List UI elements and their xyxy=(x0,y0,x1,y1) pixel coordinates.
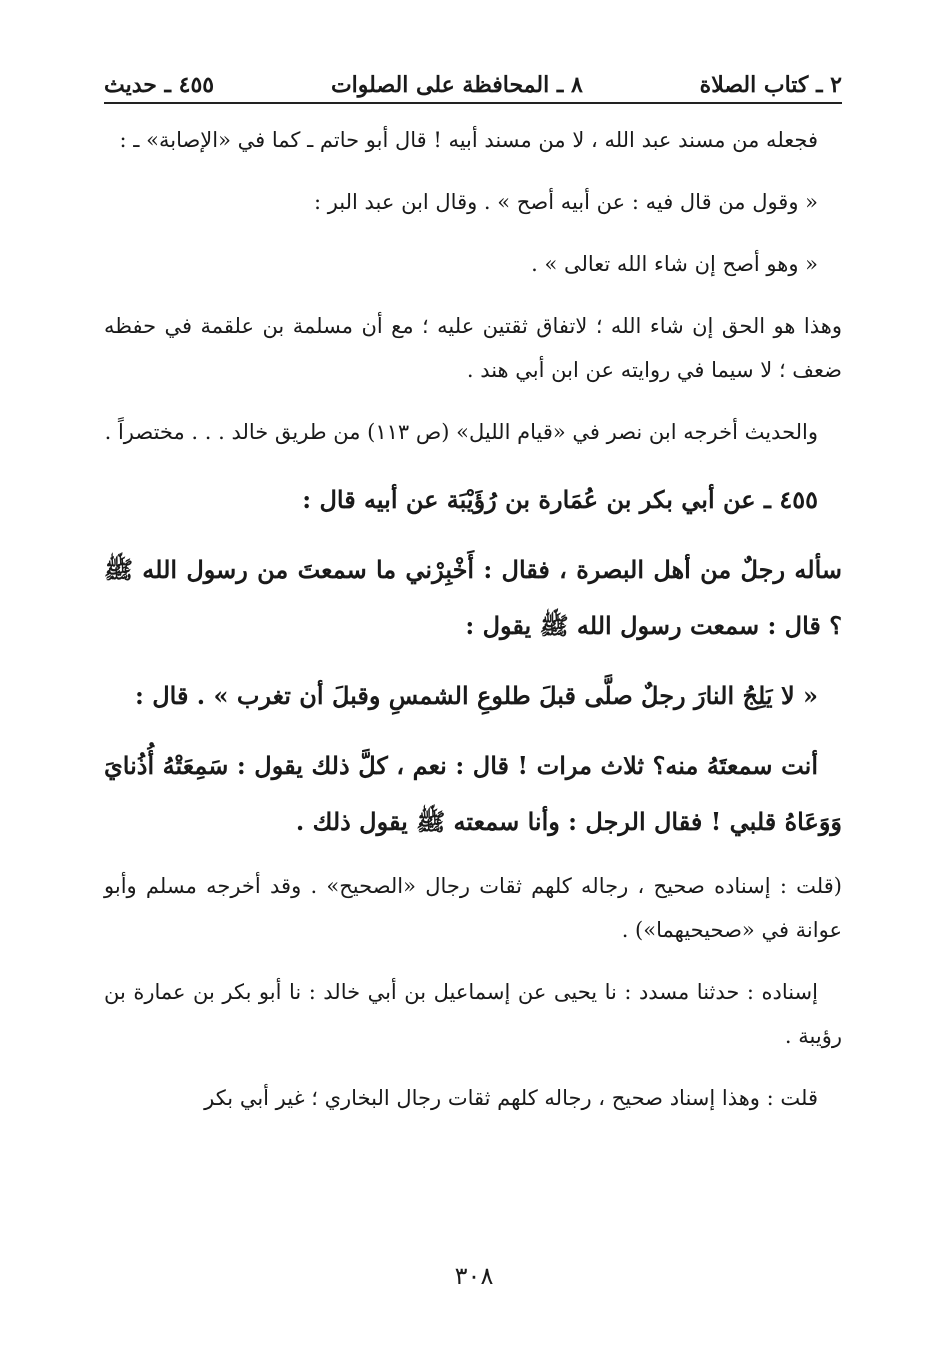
commentary-paragraph: فجعله من مسند عبد الله ، لا من مسند أبيه ! قال أبو حاتم ـ كما في «الإصابة» ـ : xyxy=(119,128,818,152)
commentary-paragraph: والحديث أخرجه ابن نصر في «قيام الليل» (ص ١١٣) من طريق خالد . . . مختصراً . xyxy=(104,420,818,444)
header-rule xyxy=(104,102,842,104)
hadith-text: أنت سمعتَهُ منه؟ ثلاث مرات ! قال : نعم ، كلَّ ذلك يقول : سَمِعَتْهُ أُذُنايَ وَوَعَاهُ قلبي ! فقال الرجل : وأنا سمعته ﷺ يقول ذلك . xyxy=(104,751,842,836)
hadith-heading: ٤٥٥ ـ عن أبي بكر بن عُمَارة بن رُؤَيْبَة عن أبيه قال : xyxy=(302,485,818,514)
hadith-text: « لا يَلِجُ النارَ رجلٌ صلَّى قبلَ طلوعِ الشمسِ وقبلَ أن تغرب » . قال : xyxy=(134,681,818,710)
page-number: ٣٠٨ xyxy=(454,1262,494,1290)
commentary-paragraph: قلت : وهذا إسناد صحيح ، رجاله كلهم ثقات رجال البخاري ؛ غير أبي بكر xyxy=(204,1086,818,1110)
page-body xyxy=(104,118,842,1138)
isnad-paragraph: إسناده : حدثنا مسدد : نا يحيى عن إسماعيل بن أبي خالد : نا أبو بكر بن عمارة بن رؤيبة . xyxy=(104,980,842,1048)
quote-paragraph: « وقول من قال فيه : عن أبيه أصح » . وقال ابن عبد البر : xyxy=(313,190,818,214)
running-header xyxy=(104,58,842,98)
hadith-text: سأله رجلٌ من أهل البصرة ، فقال : أَخْبِرْني ما سمعتَ من رسول الله ﷺ ؟ قال : سمعت رسول الله ﷺ يقول : xyxy=(104,555,842,640)
grading-paragraph: (قلت : إسناده صحيح ، رجاله كلهم ثقات رجال «الصحيح» . وقد أخرجه مسلم وأبو عوانة في «صحيحيهما») . xyxy=(104,874,842,942)
commentary-paragraph: وهذا هو الحق إن شاء الله ؛ لاتفاق ثقتين عليه ؛ مع أن مسلمة بن علقمة في حفظه ضعف ؛ لا سيما في روايته عن ابن أبي هند . xyxy=(104,314,842,382)
header-chapter-title: ٨ ـ المحافظة على الصلوات xyxy=(330,72,583,98)
header-hadith-number: ٤٥٥ ـ حديث xyxy=(104,72,215,98)
header-book-title: ٢ ـ كتاب الصلاة xyxy=(699,72,842,98)
quote-paragraph: « وهو أصح إن شاء الله تعالى » . xyxy=(531,252,818,276)
